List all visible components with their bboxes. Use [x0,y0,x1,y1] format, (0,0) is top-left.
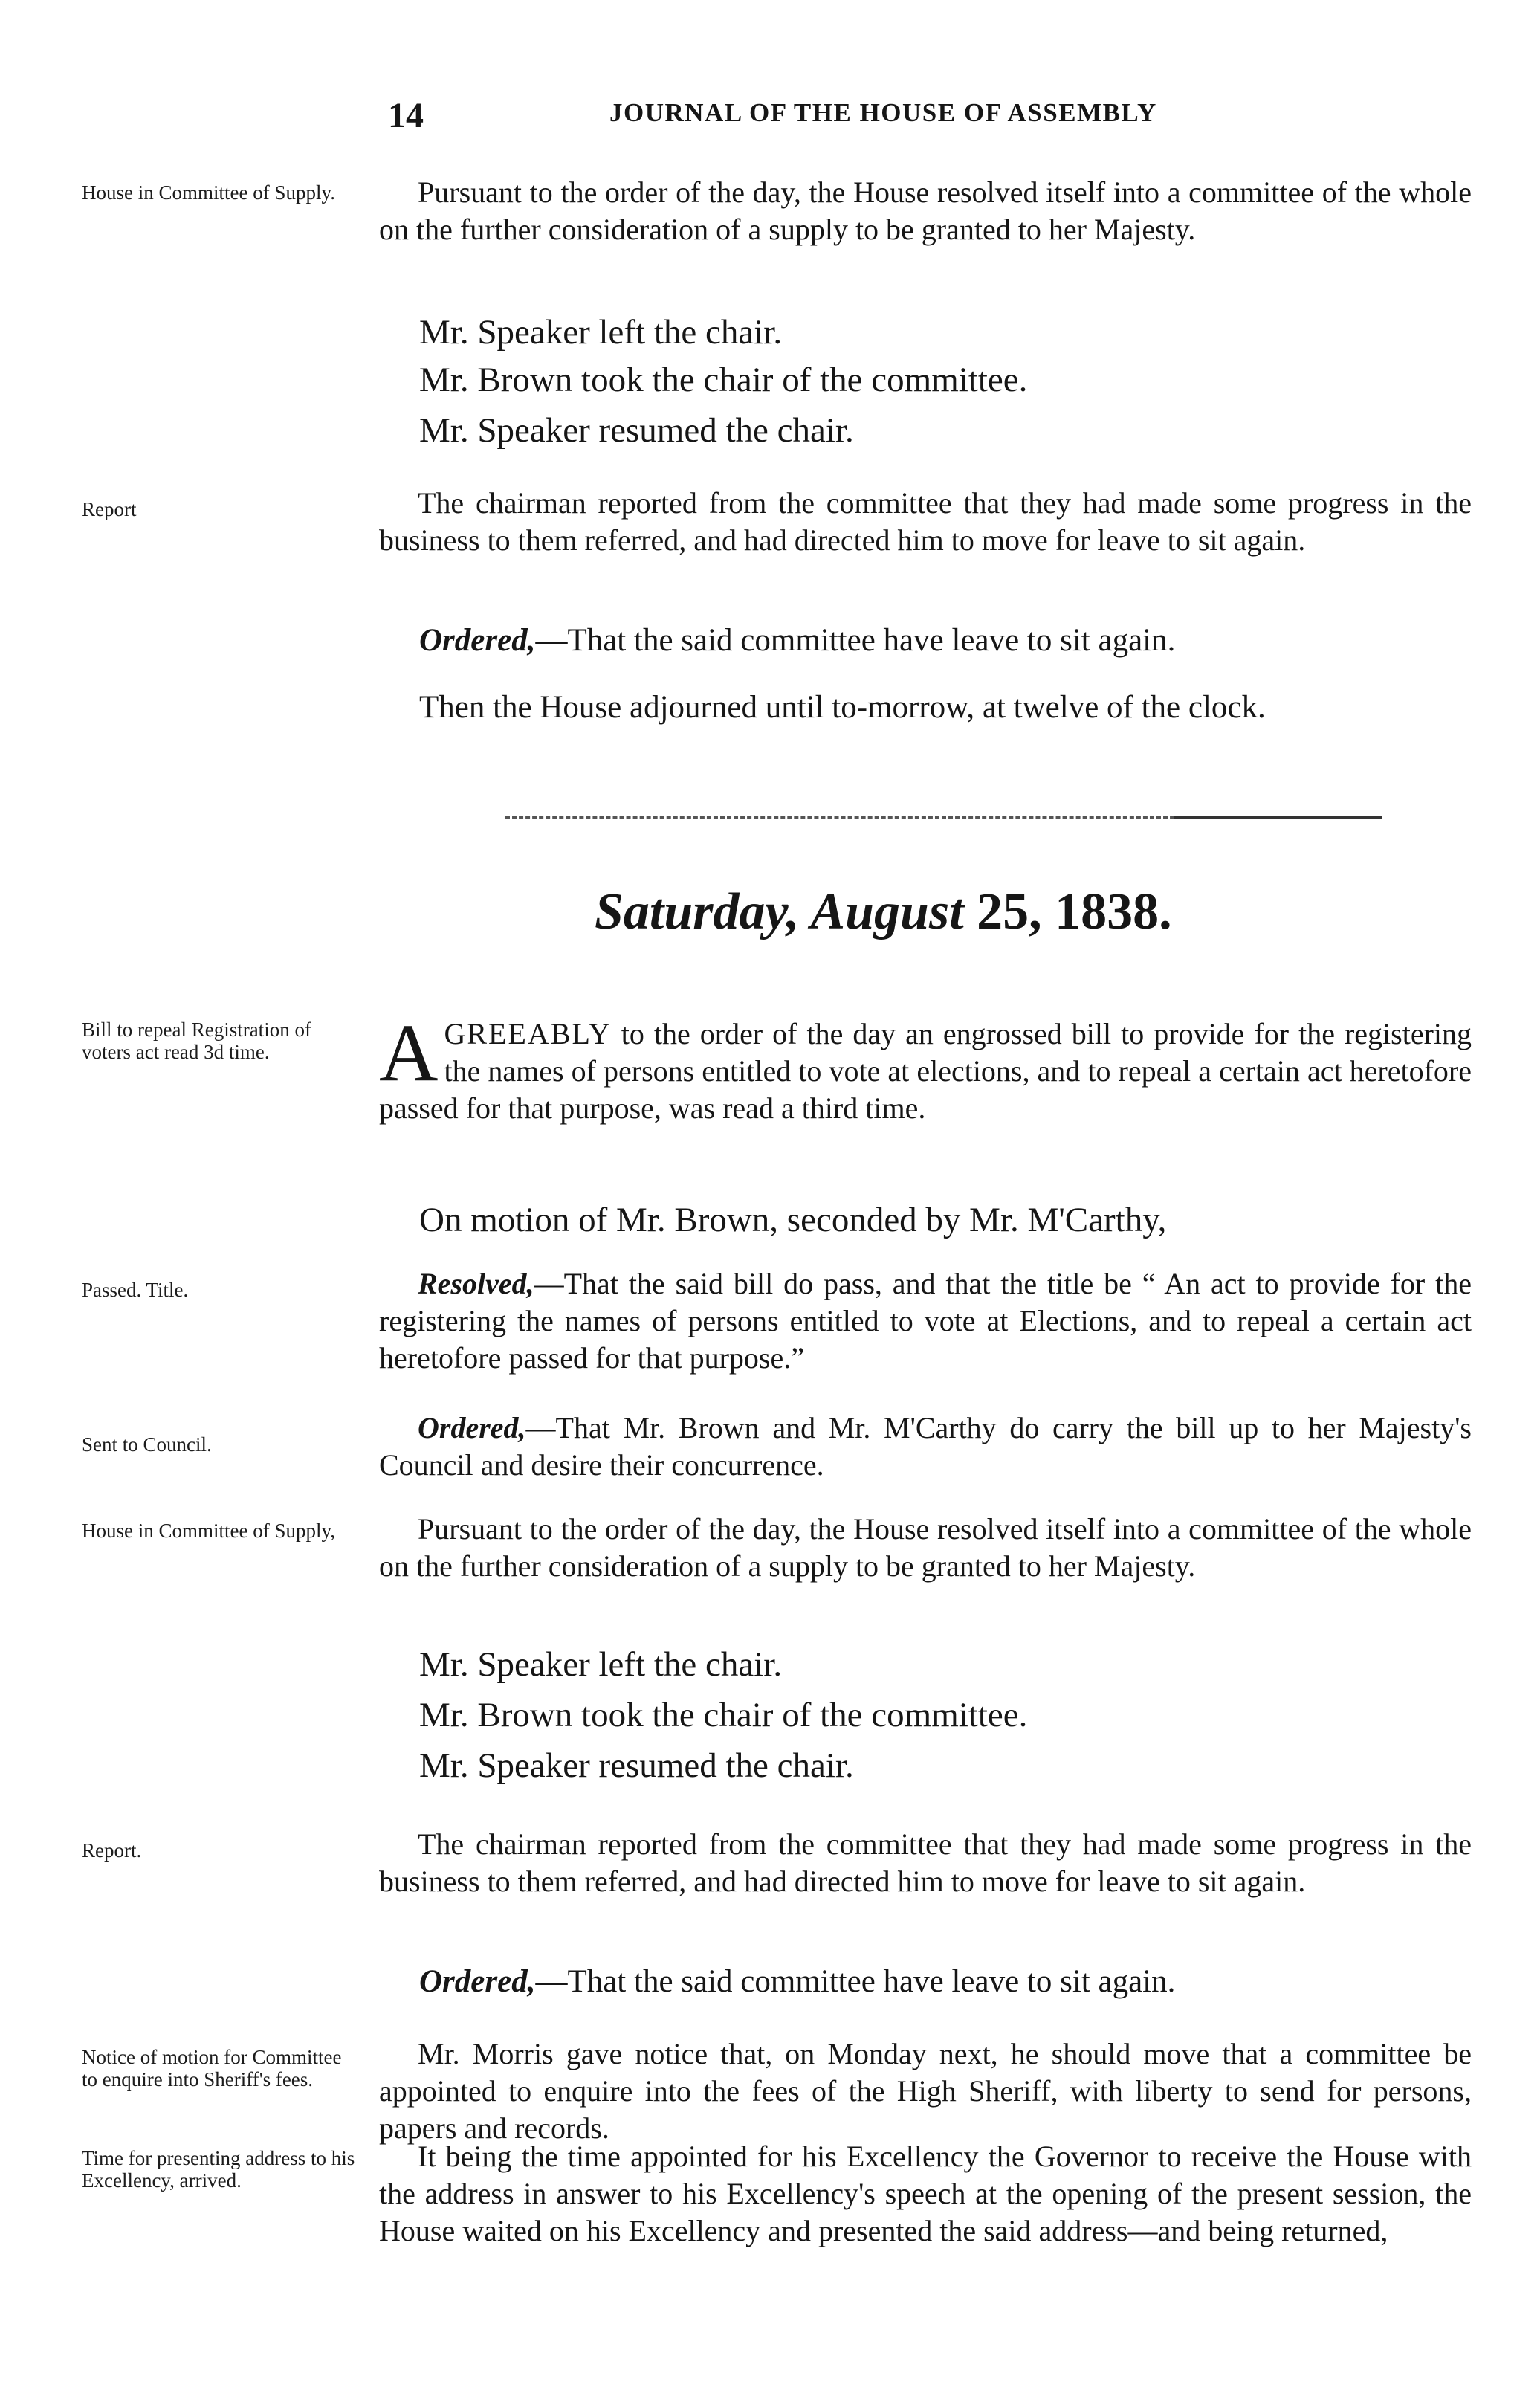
ordered-sit-again [379,622,1512,660]
paragraph-notice-motion [379,2035,1472,2147]
page-number: 14 [388,96,424,135]
ordered-carry-bill [379,1410,1472,1484]
ordered-text: —That the said committee have leave to sit again. [535,1964,1176,1999]
resolved-label: Resolved, [418,1267,534,1300]
paragraph-report-2 [379,1826,1472,1900]
paragraph-text: Pursuant to the order of the day, the House resolved itself into a committee of the whole on the further consideration of a supply to be granted to her Majesty. [379,1512,1472,1583]
paragraph-text: to the order of the day an engrossed bill to provide for the registering the names of persons entitled to vote at elections, and to repeal a certain act heretofore passed for that purpose, was read a third time. [379,1017,1472,1125]
resolved-paragraph [379,1265,1472,1377]
ordered-label: Ordered, [418,1411,526,1444]
paragraph-text: Mr. Morris gave notice that, on Monday next, he should move that a committee be appointed to enquire into the fees of the High Sheriff, with liberty to send for persons, papers and records. [379,2037,1472,2145]
paragraph-address [379,2138,1472,2250]
running-head: JOURNAL OF THE HOUSE OF ASSEMBLY [609,98,1157,127]
margin-note-passed-title: Passed. Title. [82,1279,189,1301]
margin-note-report-2: Report. [82,1839,142,1862]
date-heading-day: Saturday, August [595,883,964,940]
speaker-resumed-chair: Mr. Speaker resumed the chair. [419,411,854,450]
ordered-text: —That Mr. Brown and Mr. M'Carthy do carry the bill up to her Majesty's Council and desire their concurrence. [379,1411,1472,1482]
speaker-left-chair-2: Mr. Speaker left the chair. [419,1645,783,1684]
margin-note-sheriff-fees: Notice of motion for Committee to enquire into Sheriff's fees. [82,2046,342,2091]
ordered-sit-again-2 [379,1963,1512,2001]
margin-note-committee-supply: House in Committee of Supply. [82,181,335,204]
date-heading [595,881,1172,943]
ordered-text: —That the said committee have leave to sit again. [535,623,1176,658]
paragraph-text: The chairman reported from the committee that they had made some progress in the business to them referred, and had directed him to move for leave to sit again. [379,486,1472,557]
drop-cap: A [379,1007,439,1098]
section-divider-solid [1174,816,1382,819]
margin-note-report: Report [82,498,137,520]
paragraph-engrossed-bill [379,1007,1472,1127]
adjournment-line: Then the House adjourned until to-morrow, at twelve of the clock. [419,690,1266,725]
resolved-text: —That the said bill do pass, and that the title be “ An act to provide for the registering the names of persons entitled to vote at Elections, and to repeal a certain act heretofore passed for that purpose.” [379,1267,1472,1375]
ordered-label: Ordered, [419,623,536,658]
paragraph-committee-supply-2 [379,1511,1472,1585]
motion-line: On motion of Mr. Brown, seconded by Mr. M'Carthy, [419,1201,1167,1239]
date-heading-num: 25, [977,883,1042,940]
speaker-resumed-chair-2: Mr. Speaker resumed the chair. [419,1746,854,1785]
paragraph-caps: GREEABLY [444,1017,612,1050]
paragraph-text: It being the time appointed for his Excellency the Governor to receive the House with the address in answer to his Excellency's speech at the opening of the present session, the House waited on his Excellency and presented the said address—and being returned, [379,2140,1472,2247]
ordered-label: Ordered, [419,1964,536,1999]
date-heading-year: 1838. [1055,883,1172,940]
brown-took-chair-2: Mr. Brown took the chair of the committee. [419,1696,1028,1734]
paragraph-committee-supply [379,174,1472,248]
paragraph-text: Pursuant to the order of the day, the House resolved itself into a committee of the whole on the further consideration of a supply to be granted to her Majesty. [379,175,1472,246]
speaker-left-chair: Mr. Speaker left the chair. [419,313,783,352]
brown-took-chair: Mr. Brown took the chair of the committee. [419,361,1028,399]
margin-note-sent-council: Sent to Council. [82,1433,212,1456]
margin-note-bill-repeal: Bill to repeal Registration of voters act read 3d time. [82,1018,311,1063]
paragraph-text: The chairman reported from the committee that they had made some progress in the business to them referred, and had directed him to move for leave to sit again. [379,1827,1472,1898]
page-header [0,95,1540,135]
margin-note-address-time: Time for presenting address to his Excellency, arrived. [82,2147,355,2192]
margin-note-committee-supply-2: House in Committee of Supply, [82,1520,335,1542]
paragraph-report [379,485,1472,559]
